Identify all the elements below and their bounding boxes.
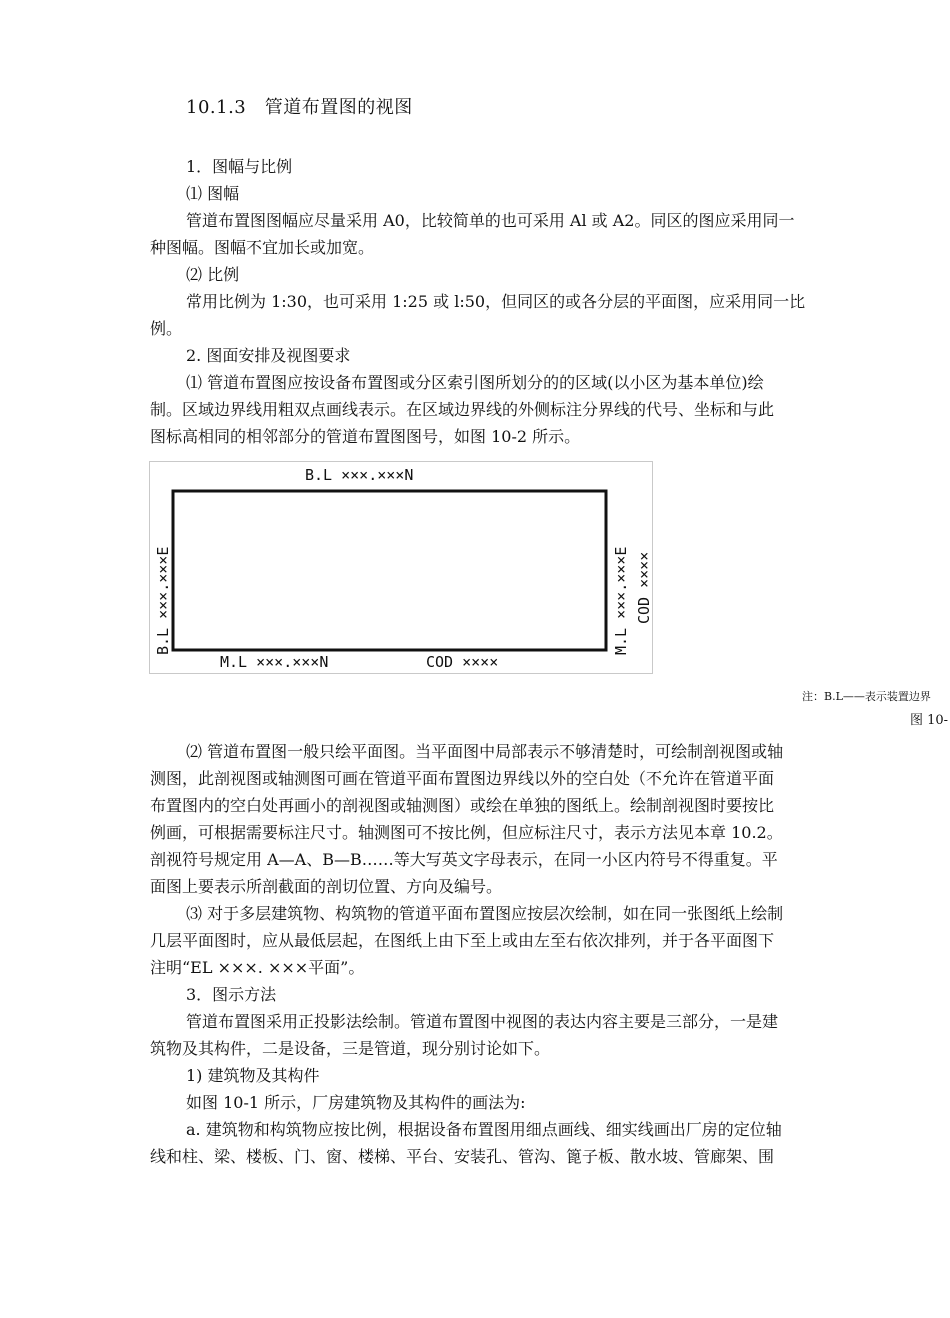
boundary-figure	[149, 461, 653, 674]
paragraph-line: 1．图幅与比例	[186, 157, 293, 176]
paragraph-line: 筑物及其构件，二是设备，三是管道，现分别讨论如下。	[150, 1039, 551, 1058]
paragraph-line: 3．图示方法	[186, 985, 277, 1004]
paragraph-line: 例。	[150, 319, 183, 338]
paragraph-line: 制。区域边界线用粗双点画线表示。在区域边界线的外侧标注分界线的代号、坐标和与此	[150, 400, 775, 419]
paragraph-line: 2. 图面安排及视图要求	[186, 346, 351, 365]
paragraph-line: 如图 10-1 所示，厂房建筑物及其构件的画法为:	[186, 1093, 526, 1112]
right-boundary-label: M.L ×××.×××E	[612, 546, 630, 655]
right-code-label: COD ××××	[635, 551, 653, 624]
paragraph-line: 种图幅。图幅不宜加长或加宽。	[150, 238, 375, 257]
paragraph-line: ⑵ 比例	[186, 265, 240, 284]
paragraph-line: 剖视符号规定用 A—A、B—B……等大写英文字母表示，在同一小区内符号不得重复。平	[150, 850, 778, 869]
top-boundary-label: B.L ×××.×××N	[305, 466, 414, 484]
paragraph-line: ⑴ 图幅	[186, 184, 240, 203]
paragraph-line: 图标高相同的相邻部分的管道布置图图号，如图 10-2 所示。	[150, 427, 581, 446]
boundary-diagram	[150, 462, 654, 675]
paragraph-line: 布置图内的空白处再画小的剖视图或轴测图）或绘在单独的图纸上。绘制剖视图时要按比	[150, 796, 775, 815]
section-title: 10.1.3 管道布置图的视图	[186, 97, 413, 118]
paragraph-line: 面图上要表示所剖截面的剖切位置、方向及编号。	[150, 877, 503, 896]
figure-note: 注：B.L——表示装置边界	[802, 690, 931, 703]
paragraph-line: 几层平面图时，应从最低层起，在图纸上由下至上或由左至右依次排列，并于各平面图下	[150, 931, 775, 950]
figure-caption: 图 10-	[910, 713, 949, 728]
boundary-rectangle	[173, 491, 606, 650]
bottom-boundary-label: M.L ×××.×××N	[220, 653, 329, 671]
paragraph-line: 管道布置图采用正投影法绘制。管道布置图中视图的表达内容主要是三部分，一是建	[186, 1012, 779, 1031]
paragraph-line: 1) 建筑物及其构件	[186, 1066, 320, 1085]
paragraph-line: 测图，此剖视图或轴测图可画在管道平面布置图边界线以外的空白处（不允许在管道平面	[150, 769, 775, 788]
paragraph-line: 常用比例为 1:30，也可采用 1:25 或 l:50，但同区的或各分层的平面图，应采用同一比	[186, 292, 806, 311]
paragraph-line: ⑴ 管道布置图应按设备布置图或分区索引图所划分的的区域(以小区为基本单位)绘	[186, 373, 764, 392]
paragraph-line: ⑶ 对于多层建筑物、构筑物的管道平面布置图应按层次绘制，如在同一张图纸上绘制	[186, 904, 784, 923]
paragraph-line: a. 建筑物和构筑物应按比例，根据设备布置图用细点画线、细实线画出厂房的定位轴	[186, 1120, 782, 1139]
paragraph-line: 注明“EL ×××. ×××平面”。	[150, 958, 365, 977]
left-boundary-label: B.L ×××.×××E	[154, 546, 172, 655]
paragraph-line: 线和柱、梁、楼板、门、窗、楼梯、平台、安装孔、管沟、篦子板、散水坡、管廊架、围	[150, 1147, 775, 1166]
paragraph-line: ⑵ 管道布置图一般只绘平面图。当平面图中局部表示不够清楚时，可绘制剖视图或轴	[186, 742, 784, 761]
paragraph-line: 例画，可根据需要标注尺寸。轴测图可不按比例，但应标注尺寸，表示方法见本章 10.2。	[150, 823, 783, 842]
bottom-code-label: COD ××××	[426, 653, 499, 671]
paragraph-line: 管道布置图图幅应尽量采用 A0，比较简单的也可采用 Al 或 A2。同区的图应采用同一	[186, 211, 795, 230]
